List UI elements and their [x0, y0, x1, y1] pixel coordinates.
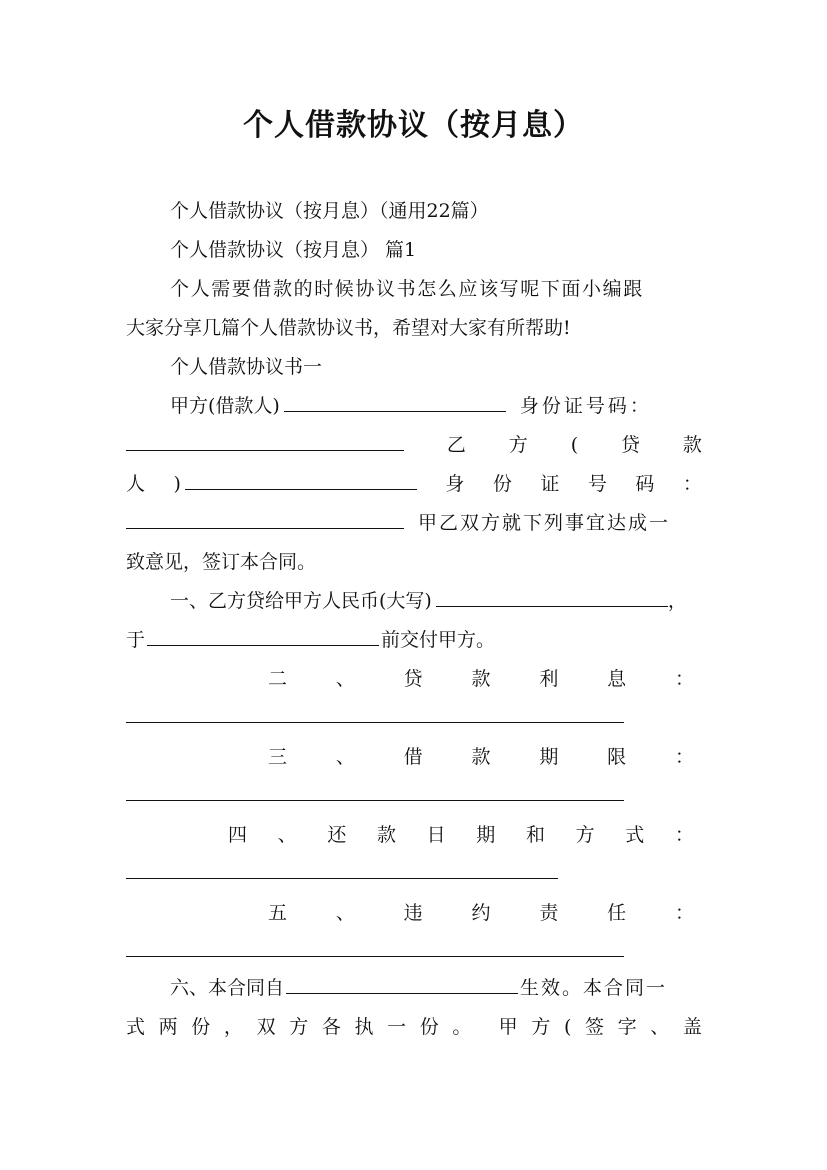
party-a-label: 甲方(借款人) — [170, 395, 280, 417]
paragraph-line — [170, 586, 702, 616]
text-char: 、 — [335, 668, 355, 690]
text-char: 份 — [492, 473, 512, 495]
paragraph-line — [126, 430, 702, 460]
blank-underline — [284, 391, 506, 412]
section-heading: 个人借款协议（按月息） 篇1 — [170, 239, 417, 261]
text-char: 码 — [635, 473, 655, 495]
text-char: 号 — [587, 473, 607, 495]
text-char: 方 — [508, 434, 528, 456]
text-group — [174, 469, 417, 499]
text-char: 、 — [335, 902, 355, 924]
text-char: 人 — [126, 473, 146, 495]
text-char: 身 — [445, 473, 465, 495]
text-char: 、 — [277, 824, 297, 846]
text-char: 日 — [426, 824, 446, 846]
paragraph-line — [170, 973, 702, 1003]
text-char: 任 — [607, 902, 627, 924]
paragraph-line — [170, 391, 702, 421]
text-char: 约 — [471, 902, 491, 924]
text-char: 款 — [471, 746, 491, 768]
text-run: 甲乙双方就下列事宜达成一 — [418, 512, 671, 534]
blank-underline — [436, 586, 668, 607]
text-char: 字 — [617, 1016, 637, 1038]
text-char: ： — [674, 824, 694, 846]
text-char: 式 — [625, 824, 645, 846]
text-char: 方 — [575, 824, 595, 846]
text-char: 。 — [452, 1016, 472, 1038]
text-char: 三 — [268, 746, 288, 768]
clause-heading — [268, 742, 694, 772]
text-char: 两 — [158, 1016, 178, 1038]
text-char: 方 — [289, 1016, 309, 1038]
clause-heading — [268, 664, 694, 694]
text-char: 息 — [607, 668, 627, 690]
text-run: ， — [667, 590, 687, 612]
paragraph-line: 个人需要借款的时候协议书怎么应该写呢下面小编跟 — [170, 278, 644, 300]
text-char: 责 — [539, 902, 559, 924]
text-run: 于 — [126, 629, 146, 651]
text-char: ： — [682, 473, 702, 495]
text-char: 执 — [354, 1016, 374, 1038]
text-run: 六、本合同自 — [170, 977, 285, 999]
text-char: 证 — [540, 473, 560, 495]
blank-underline — [126, 508, 404, 529]
text-char: ( — [570, 434, 579, 456]
blank-underline — [185, 469, 417, 490]
text-char: 、 — [650, 1016, 670, 1038]
text-char: 份 — [191, 1016, 211, 1038]
text-char: 二 — [268, 668, 288, 690]
text-char: ( — [563, 1016, 572, 1038]
text-char: 一 — [387, 1016, 407, 1038]
text-char: ： — [674, 902, 694, 924]
text-char: ： — [674, 668, 694, 690]
blank-underline — [126, 800, 624, 801]
blank-underline — [286, 973, 518, 994]
text-char: 期 — [476, 824, 496, 846]
text-run: 生效。本合同一 — [520, 977, 668, 999]
text-char: 期 — [539, 746, 559, 768]
text-char: 和 — [525, 824, 545, 846]
text-char: 款 — [682, 434, 702, 456]
text-char: 借 — [403, 746, 423, 768]
text-run: 一、乙方贷给甲方人民币(大写) — [170, 590, 432, 612]
text-char: 贷 — [403, 668, 423, 690]
text-char: 盖 — [682, 1016, 702, 1038]
text-char: 份 — [419, 1016, 439, 1038]
text-char: 款 — [471, 668, 491, 690]
text-char: 还 — [327, 824, 347, 846]
paragraph-line — [126, 625, 702, 655]
text-char: 违 — [403, 902, 423, 924]
text-char: 方 — [531, 1016, 551, 1038]
blank-underline — [126, 878, 558, 879]
blank-underline — [126, 956, 624, 957]
paragraph-line: 致意见，签订本合同。 — [126, 551, 317, 573]
text-char: ： — [674, 746, 694, 768]
paragraph-line — [126, 508, 702, 538]
text-char: 签 — [585, 1016, 605, 1038]
blank-underline — [126, 430, 404, 451]
text-char: 、 — [335, 746, 355, 768]
text-char: 贷 — [621, 434, 641, 456]
text-char: ， — [223, 1016, 243, 1038]
text-char: 乙 — [446, 434, 466, 456]
text-char: 五 — [268, 902, 288, 924]
clause-heading — [228, 820, 694, 850]
doc-subtitle: 个人借款协议（按月息）（通用22篇） — [170, 200, 489, 222]
text-char: 利 — [539, 668, 559, 690]
text-char: 甲 — [498, 1016, 518, 1038]
blank-underline — [126, 722, 624, 723]
paragraph-line — [126, 1012, 702, 1042]
text-char: ) — [173, 473, 181, 495]
text-char: 双 — [256, 1016, 276, 1038]
paragraph-line: 大家分享几篇个人借款协议书，希望对大家有所帮助! — [126, 317, 571, 339]
text-char: 限 — [607, 746, 627, 768]
clause-heading — [268, 898, 694, 928]
id-number-label: 身份证号码： — [519, 395, 652, 417]
document-title: 个人借款协议（按月息） — [243, 108, 584, 143]
paragraph-line — [126, 469, 702, 499]
text-char: 四 — [228, 824, 248, 846]
blank-underline — [147, 625, 379, 646]
text-run: 前交付甲方。 — [381, 629, 496, 651]
paragraph-line: 个人借款协议书一 — [170, 356, 323, 378]
text-char: 各 — [321, 1016, 341, 1038]
text-char: 式 — [126, 1016, 146, 1038]
text-char: 款 — [376, 824, 396, 846]
